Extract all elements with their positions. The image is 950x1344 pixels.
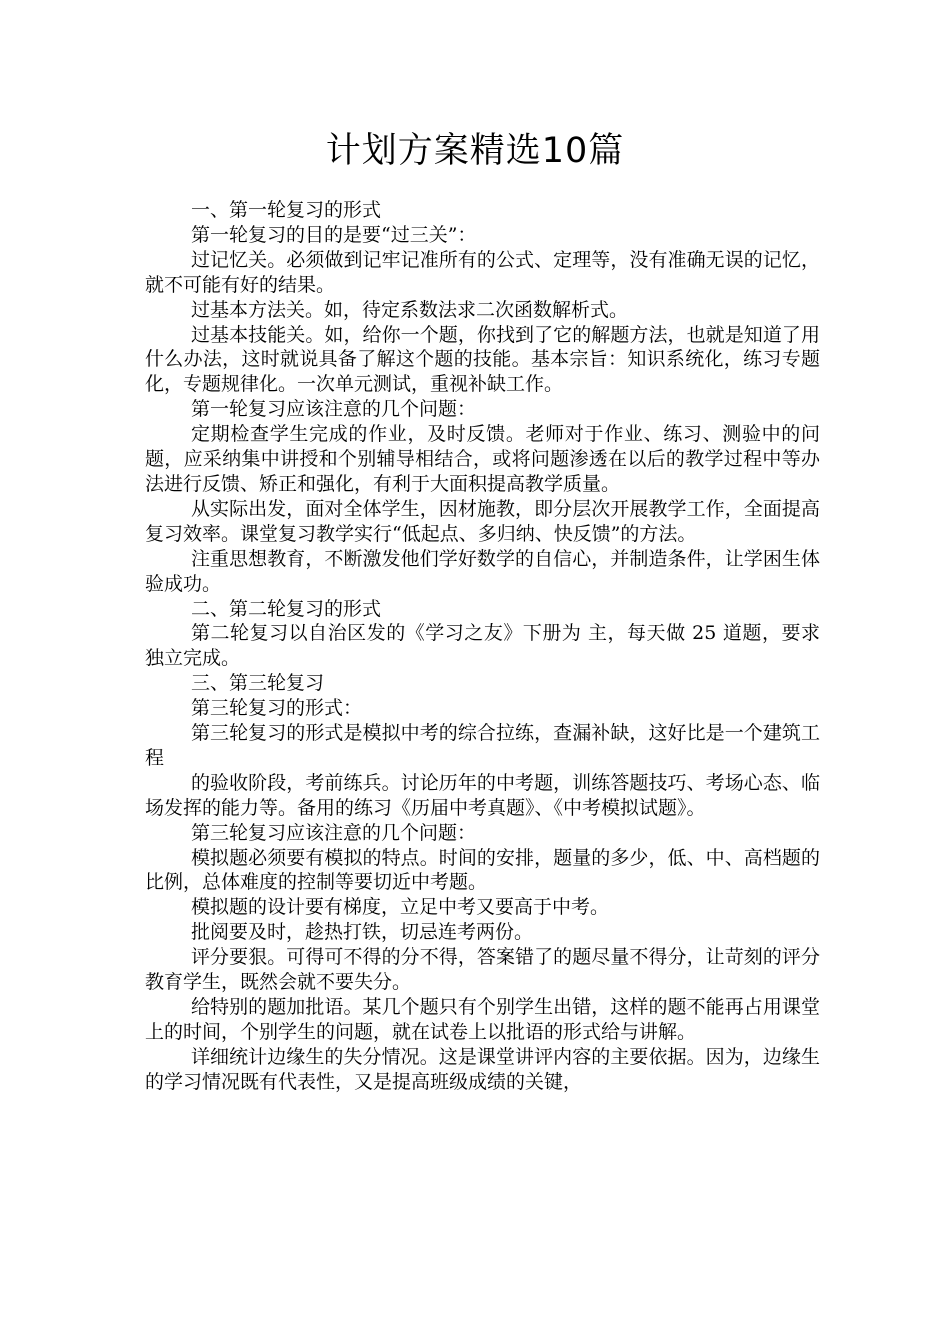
paragraph: 第一轮复习的目的是要“过三关”： (191, 223, 477, 246)
paragraph: 二、第二轮复习的形式 (191, 597, 382, 620)
paragraph: 从实际出发，面对全体学生，因材施教，即分层次开展教学工作，全面提高复习效率。课堂复习教学实行“低起点、多归纳、快反馈”的方法。 (145, 497, 820, 545)
paragraph: 一、第一轮复习的形式 (191, 199, 382, 221)
paragraph: 注重思想教育，不断激发他们学好数学的自信心，并制造条件，让学困生体验成功。 (145, 547, 820, 595)
document-body (145, 198, 820, 1095)
paragraph: 三、第三轮复习 (191, 672, 325, 695)
paragraph: 给特别的题加批语。某几个题只有个别学生出错，这样的题不能再占用课堂上的时间，个别学生的问题，就在试卷上以批语的形式给与讲解。 (145, 996, 820, 1043)
paragraph: 评分要狠。可得可不得的分不得，答案错了的题尽量不得分，让苛刻的评分教育学生，既然会就不要失分。 (145, 946, 820, 994)
paragraph: 的验收阶段，考前练兵。讨论历年的中考题，训练答题技巧、考场心态、临场发挥的能力等。备用的练习《历届中考真题》、《中考模拟试题》。 (145, 771, 820, 819)
paragraph: 第三轮复习的形式是模拟中考的综合拉练，查漏补缺，这好比是一个建筑工程 (145, 722, 820, 769)
paragraph: 批阅要及时，趁热打铁，切忌连考两份。 (191, 921, 534, 944)
paragraph: 第二轮复习以自治区发的《学习之友》下册为 主，每天做 25 道题，要求独立完成。 (145, 622, 820, 670)
paragraph: 定期检查学生完成的作业，及时反馈。老师对于作业、练习、测验中的问题，应采纳集中讲授和个别辅导相结合，或将问题渗透在以后的教学过程中等办法进行反馈、矫正和强化，有利于大面积提高教学质量。 (145, 423, 820, 495)
paragraph: 模拟题必须要有模拟的特点。时间的安排，题量的多少，低、中、高档题的比例，总体难度的控制等要切近中考题。 (145, 846, 820, 894)
paragraph: 详细统计边缘生的失分情况。这是课堂讲评内容的主要依据。因为，边缘生的学习情况既有代表性，又是提高班级成绩的关键， (145, 1045, 820, 1093)
page-title: 计划方案精选10篇 (325, 131, 625, 171)
paragraph: 模拟题的设计要有梯度，立足中考又要高于中考。 (191, 896, 610, 919)
paragraph: 过基本技能关。如，给你一个题，你找到了它的解题方法，也就是知道了用什么办法，这时就说具备了解这个题的技能。基本宗旨：知识系统化，练习专题化，专题规律化。一次单元测试，重视补缺工作。 (145, 323, 820, 396)
paragraph: 过基本方法关。如，待定系数法求二次函数解析式。 (191, 298, 629, 321)
paragraph: 第三轮复习应该注意的几个问题： (191, 821, 477, 844)
paragraph: 第三轮复习的形式： (191, 697, 363, 720)
paragraph: 过记忆关。必须做到记牢记准所有的公式、定理等，没有准确无误的记忆，就不可能有好的结果。 (145, 248, 820, 296)
paragraph: 第一轮复习应该注意的几个问题： (191, 398, 477, 421)
